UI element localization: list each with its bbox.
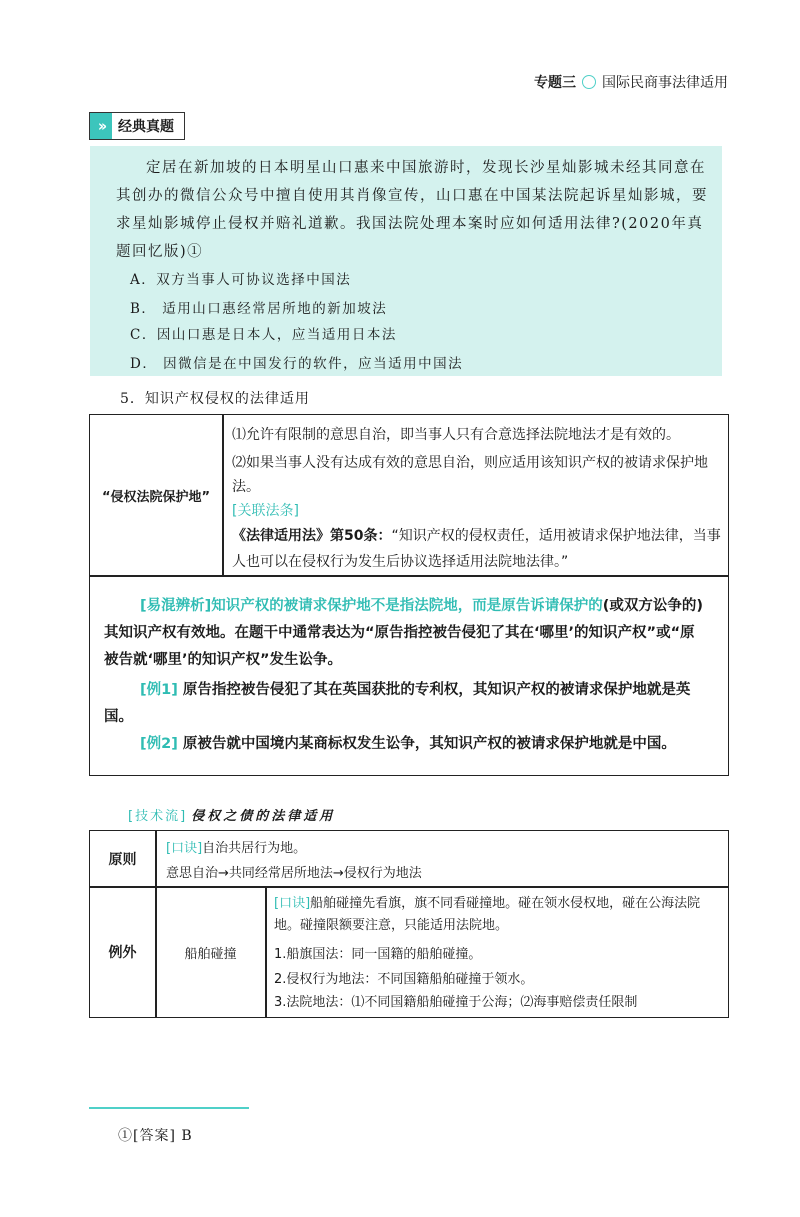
question-stem: 定居在新加坡的日本明星山口惠来中国旅游时，发现长沙星灿影城未经其同意在其创办的微信公众号中擅自使用其肖像宣传，山口惠在中国某法院起诉星灿影城，要求星灿影城停止侵权并赔礼道歉。我国法院处理本案时应如何适用法律?(2020年真题回忆版)① — [116, 160, 708, 260]
techflow-tag: [技术流] — [128, 809, 188, 824]
techflow-heading — [128, 805, 335, 824]
distinction-note — [104, 593, 704, 674]
exception-mnemonic — [274, 893, 726, 937]
distinction-teal-text: 知识产权的被请求保护地不是指法院地，而是原告诉请保护的 — [211, 598, 603, 614]
example-1 — [104, 677, 704, 731]
techflow-title: 侵权之债的法律适用 — [191, 809, 336, 824]
exception-head: 例外 — [108, 945, 137, 961]
principle-head: 原则 — [108, 851, 137, 868]
related-law-tag: [关联法条] — [232, 503, 299, 519]
chapter-title: 国际民商事法律适用 — [602, 75, 728, 91]
footnote-answer: ①[答案] B — [118, 1128, 193, 1144]
list-item: 1.船旗国法：同一国籍的船舶碰撞。 — [274, 947, 482, 962]
table-divider — [222, 415, 224, 575]
circle-icon — [582, 75, 596, 89]
law-text: “知识产权的侵权责任，适用被请求保护地法律，当事人也可以在侵权行为发生后协议选择适用法院地法律。” — [232, 528, 721, 570]
section-badge — [89, 112, 185, 140]
example-1-text: 原告指控被告侵犯了其在英国获批的专利权，其知识产权的被请求保护地就是英国。 — [104, 682, 691, 725]
section-heading: 5．知识产权侵权的法律适用 — [120, 391, 310, 407]
table-divider — [265, 886, 267, 1017]
list-item: 3.法院地法：⑴不同国籍船舶碰撞于公海；⑵海事赔偿责任限制 — [274, 995, 638, 1010]
exception-subhead: 船舶碰撞 — [184, 946, 237, 962]
principle-flow: 意思自治→共同经常居所地法→侵权行为地法 — [166, 866, 422, 881]
ip-law-table — [89, 414, 729, 776]
mnemonic-text: 自治共居行为地。 — [202, 841, 307, 856]
mnemonic-tag: [口诀] — [274, 896, 311, 911]
example-1-tag: [例1] — [140, 682, 178, 698]
option-a: A．双方当事人可协议选择中国法 — [130, 272, 352, 288]
chapter-label: 专题三 — [534, 75, 576, 91]
row-label: “侵权法院保护地” — [101, 489, 211, 505]
option-d: D． 因微信是在中国发行的软件，应当适用中国法 — [130, 356, 464, 372]
footnote-rule — [89, 1107, 249, 1109]
law-name: 《法律适用法》第50条： — [232, 528, 392, 544]
rule-item-2: ⑵如果当事人没有达成有效的意思自治，则应适用该知识产权的被请求保护地法。 — [232, 455, 708, 495]
option-b: B． 适用山口惠经常居所地的新加坡法 — [130, 301, 388, 317]
example-2-text: 原被告就中国境内某商标权发生讼争，其知识产权的被请求保护地就是中国。 — [177, 736, 676, 752]
rule-item-1: ⑴允许有限制的意思自治，即当事人只有合意选择法院地法才是有效的。 — [232, 427, 680, 443]
option-c: C．因山口惠是日本人，应当适用日本法 — [130, 327, 397, 343]
distinction-text: (或双方讼争的)其知识产权有效地。在题干中通常表达为“原告指控被告侵犯了其在‘哪里’的知识产权”或“原被告就‘哪里’的知识产权”发生讼争。 — [104, 598, 704, 668]
example-2-tag: [例2] — [140, 736, 178, 752]
principle-mnemonic — [166, 837, 306, 856]
badge-label: 经典真题 — [112, 113, 184, 139]
mnemonic-tag: [口诀] — [166, 841, 203, 856]
distinction-tag: [易混辨析] — [140, 598, 212, 614]
tort-law-table — [89, 830, 729, 1018]
double-chevron-icon: ›› — [90, 113, 112, 139]
table-divider — [90, 575, 728, 577]
list-item: 2.侵权行为地法：不同国籍船舶碰撞于领水。 — [274, 972, 534, 987]
example-2 — [104, 731, 704, 758]
running-header — [534, 72, 728, 92]
law-article — [232, 523, 724, 575]
mnemonic-text: 船舶碰撞先看旗，旗不同看碰撞地。碰在领水侵权地，碰在公海法院地。碰撞限额要注意，只能适用法院地。 — [274, 896, 701, 933]
